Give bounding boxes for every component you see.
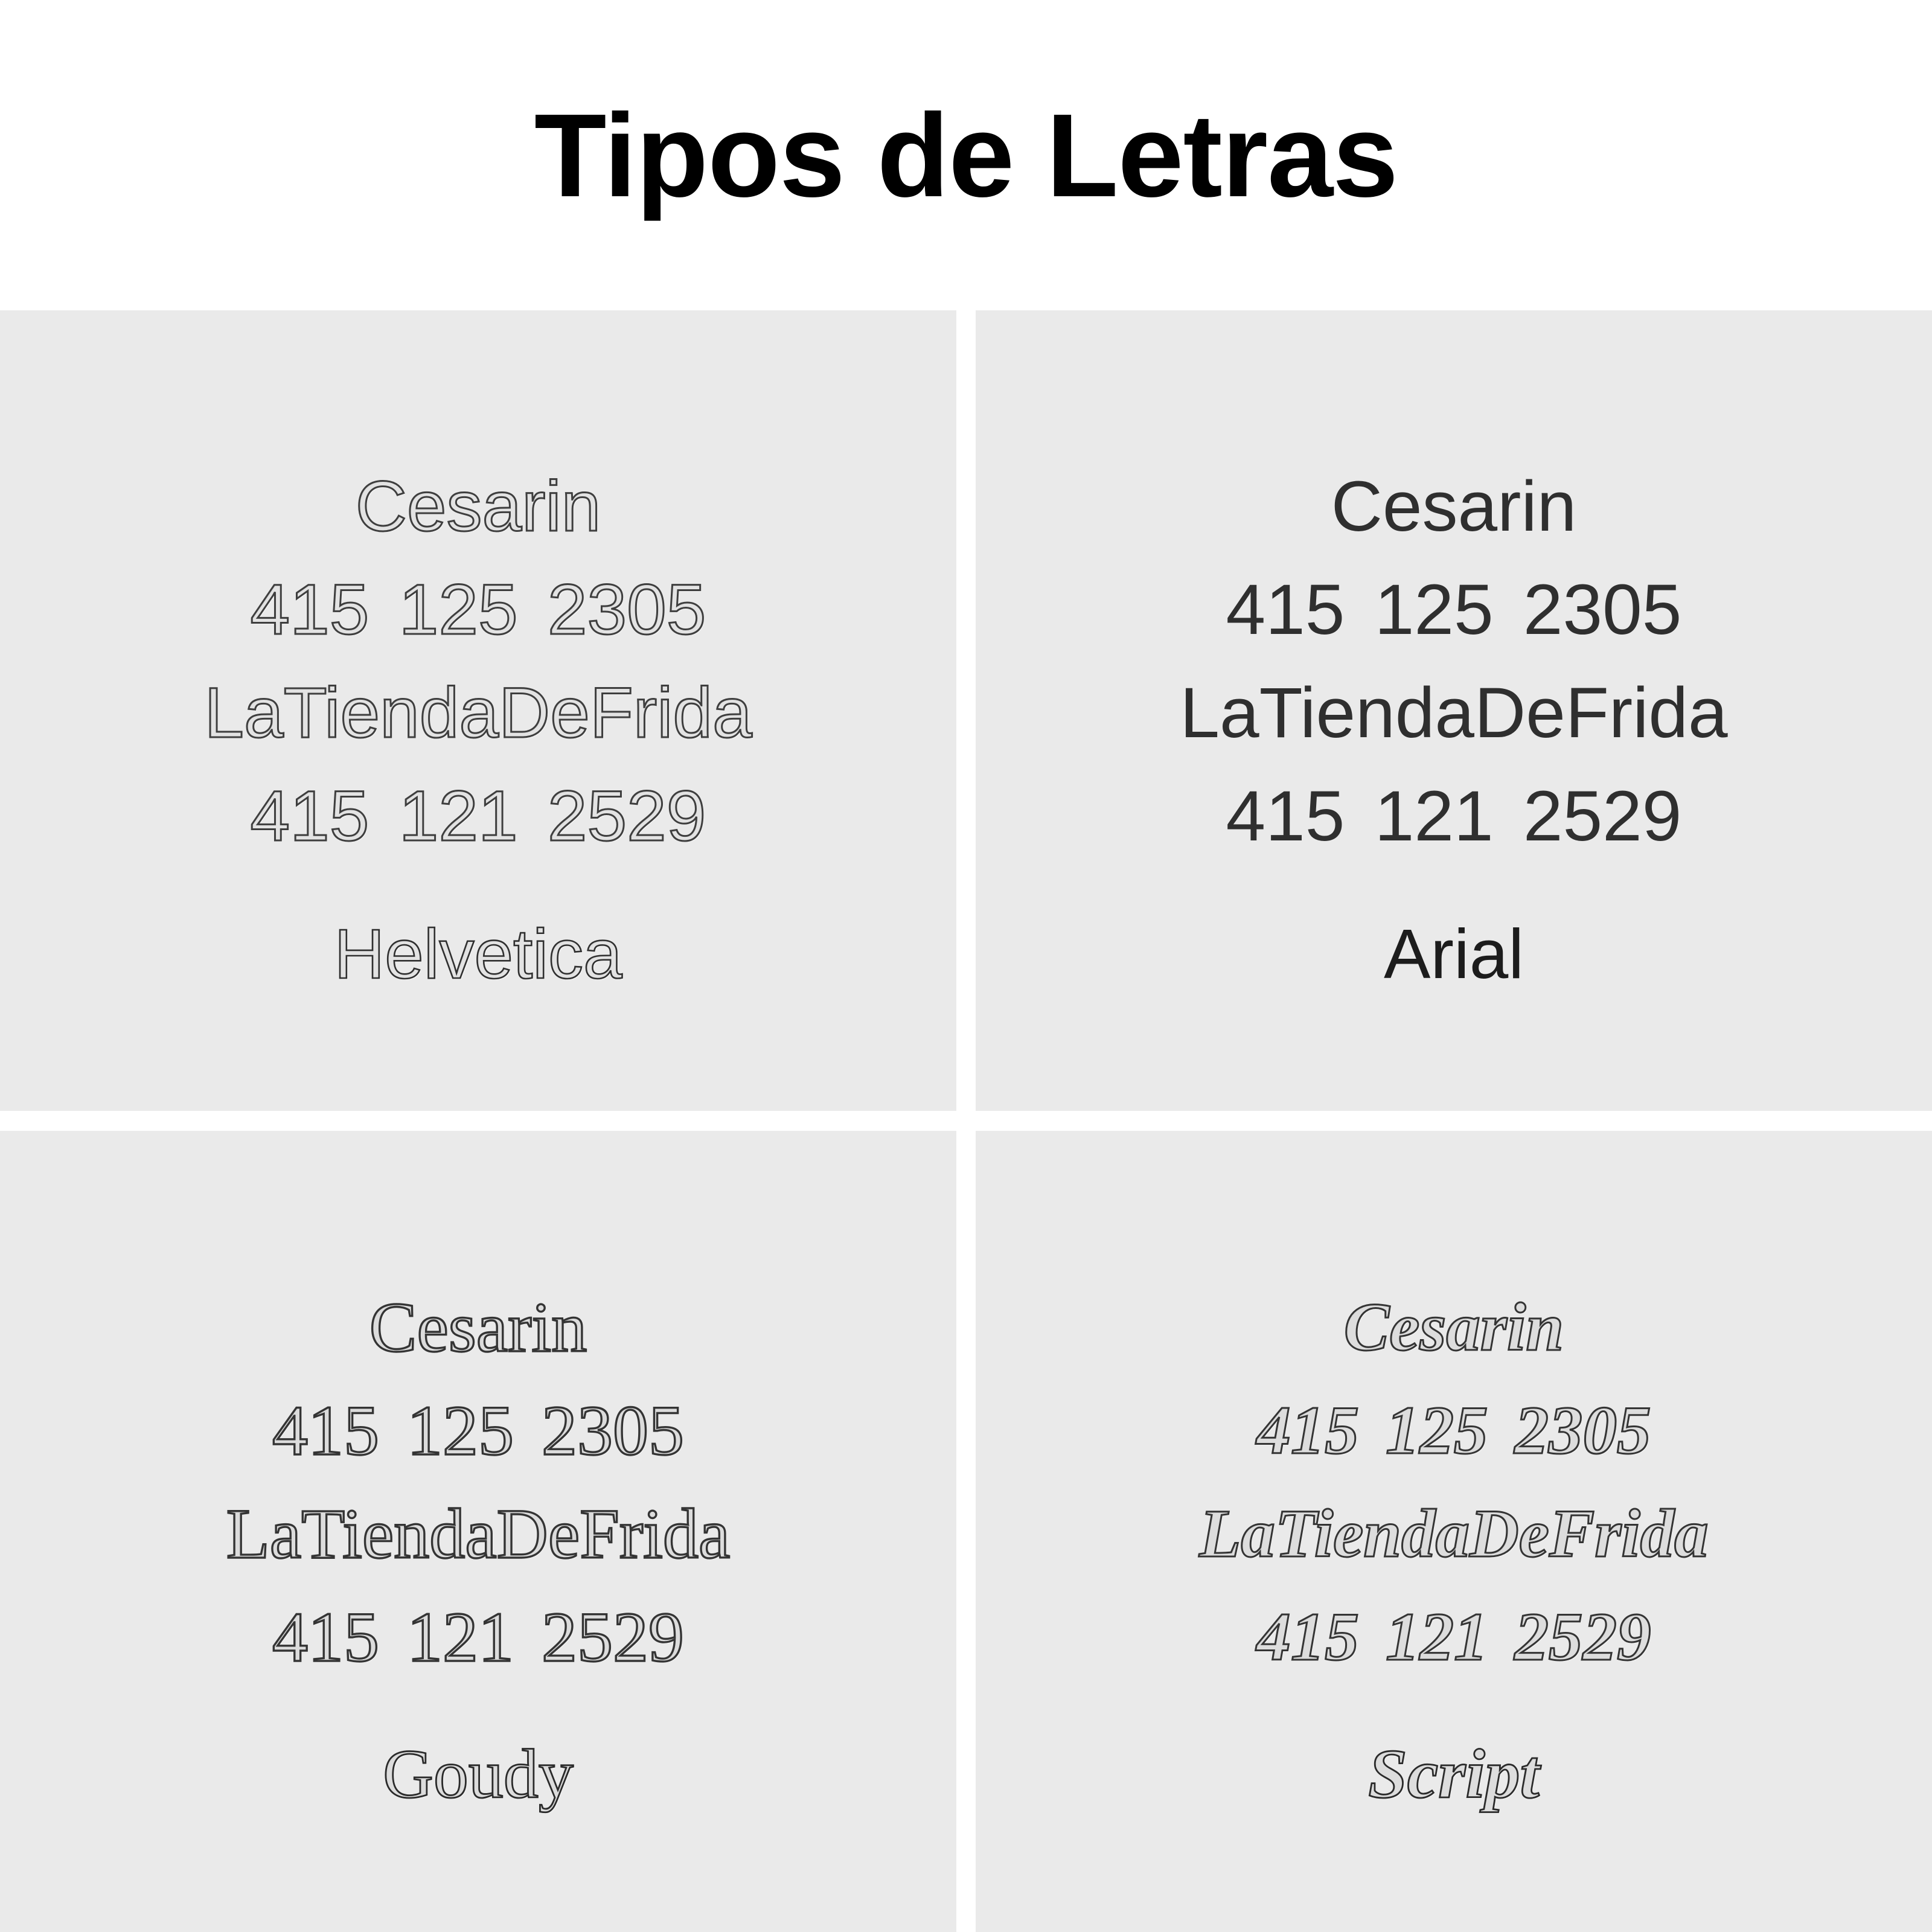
sample-text-block <box>1180 455 1727 868</box>
font-grid <box>0 310 1932 1932</box>
sample-line: LaTiendaDeFrida <box>204 673 752 753</box>
sample-line: 415 121 2529 <box>1226 776 1682 856</box>
font-panel-script <box>976 1131 1932 1932</box>
sample-line: Cesarin <box>1331 467 1577 546</box>
sample-line: 415 125 2305 <box>1256 1393 1651 1468</box>
font-panel-goudy <box>0 1131 956 1932</box>
sample-line: Cesarin <box>355 467 601 546</box>
sample-line: 415 121 2529 <box>250 776 706 856</box>
sample-line: LaTiendaDeFrida <box>226 1494 731 1573</box>
font-panel-helvetica <box>0 310 956 1111</box>
sample-line: 415 125 2305 <box>272 1391 685 1470</box>
sample-line: 415 121 2529 <box>272 1598 685 1677</box>
sample-line: 415 125 2305 <box>1226 570 1682 650</box>
sample-line: Cesarin <box>369 1288 587 1367</box>
sample-text-block <box>204 455 752 868</box>
font-name-label: Helvetica <box>334 915 622 993</box>
font-name-label: Arial <box>1383 915 1524 993</box>
page-title: Tipos de Letras <box>534 89 1398 222</box>
font-name-label: Script <box>1368 1736 1540 1813</box>
sample-line: 415 125 2305 <box>250 570 706 650</box>
sample-line: 415 121 2529 <box>1256 1599 1651 1675</box>
sample-text-block <box>1199 1276 1708 1689</box>
font-name-label: Goudy <box>383 1736 574 1813</box>
sample-line: Cesarin <box>1343 1290 1564 1365</box>
sample-line: LaTiendaDeFrida <box>1180 673 1728 753</box>
sample-text-block <box>226 1276 731 1689</box>
font-panel-arial <box>976 310 1932 1111</box>
header <box>0 0 1932 310</box>
sample-line: LaTiendaDeFrida <box>1199 1496 1709 1572</box>
